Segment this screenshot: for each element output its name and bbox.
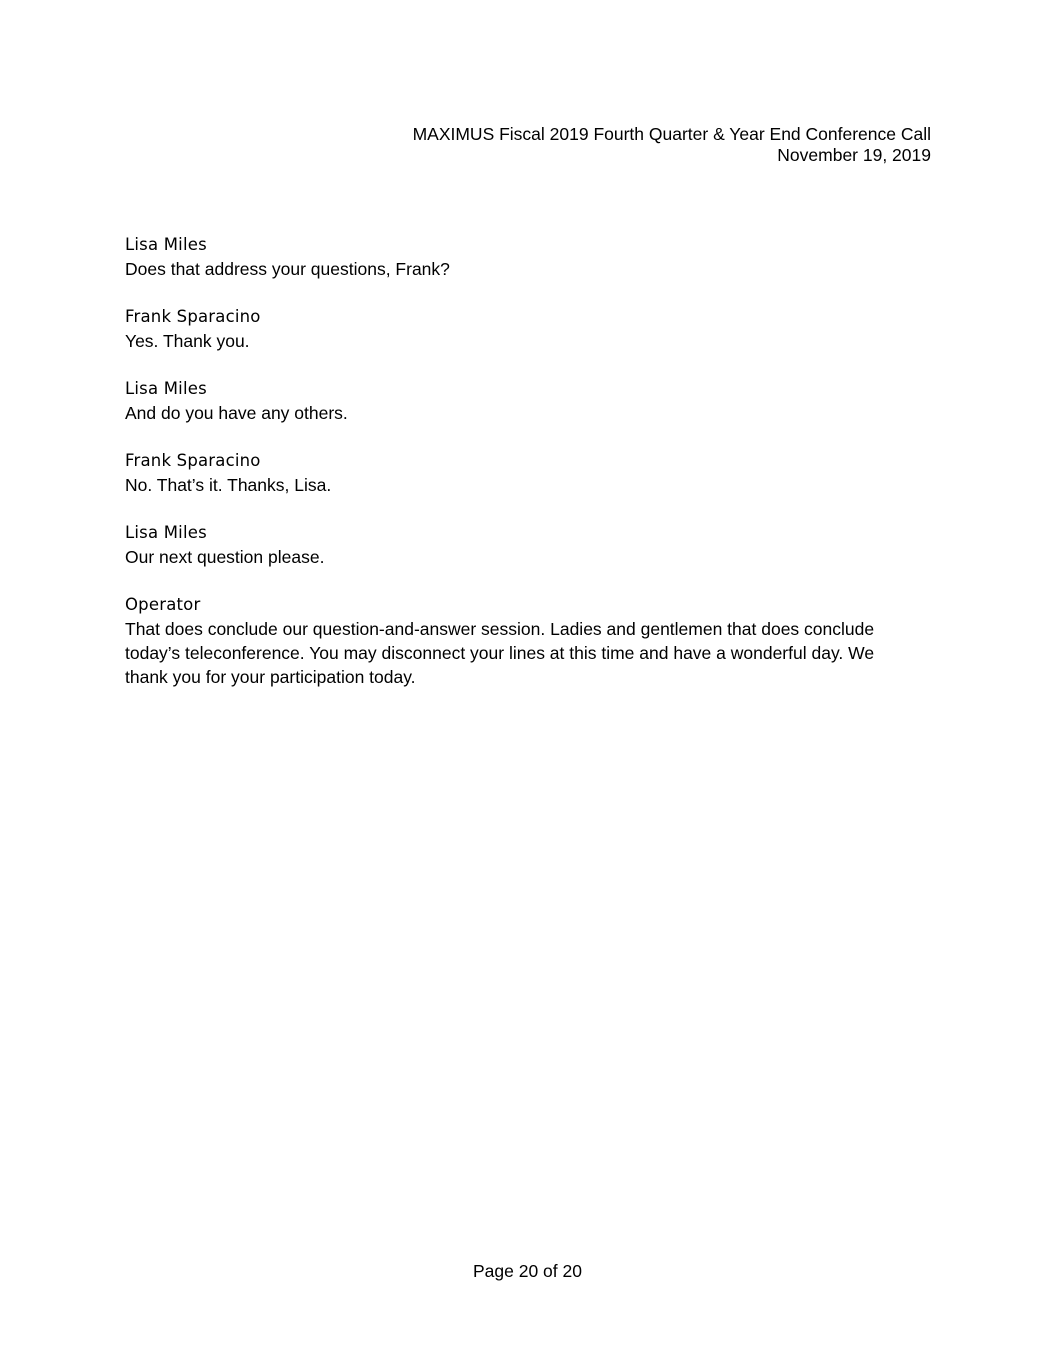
utterance-line: thank you for your participation today. (125, 667, 416, 687)
transcript-body (125, 233, 925, 713)
page-header (413, 124, 931, 166)
transcript-turn (125, 377, 925, 425)
speaker-name: Operator (125, 595, 201, 614)
page-number: Page 20 of 20 (473, 1261, 582, 1281)
transcript-turn (125, 593, 925, 689)
transcript-turn (125, 449, 925, 497)
speaker-name: Frank Sparacino (125, 307, 261, 326)
utterance-text: Our next question please. (125, 547, 325, 567)
header-date: November 19, 2019 (777, 145, 931, 165)
utterance-text: And do you have any others. (125, 403, 348, 423)
utterance-text: No. That’s it. Thanks, Lisa. (125, 475, 332, 495)
transcript-turn (125, 521, 925, 569)
utterance-text: Does that address your questions, Frank? (125, 259, 450, 279)
speaker-name: Lisa Miles (125, 523, 207, 542)
transcript-turn (125, 233, 925, 281)
speaker-name: Lisa Miles (125, 235, 207, 254)
header-title: MAXIMUS Fiscal 2019 Fourth Quarter & Year End Conference Call (412, 124, 931, 144)
speaker-name: Lisa Miles (125, 379, 207, 398)
transcript-turn (125, 305, 925, 353)
utterance-line: today’s teleconference. You may disconnect your lines at this time and have a wonderful day. We (125, 643, 875, 663)
speaker-name: Frank Sparacino (125, 451, 261, 470)
utterance-line: That does conclude our question-and-answer session. Ladies and gentlemen that does conclude (125, 619, 875, 639)
utterance-text: Yes. Thank you. (125, 331, 250, 351)
